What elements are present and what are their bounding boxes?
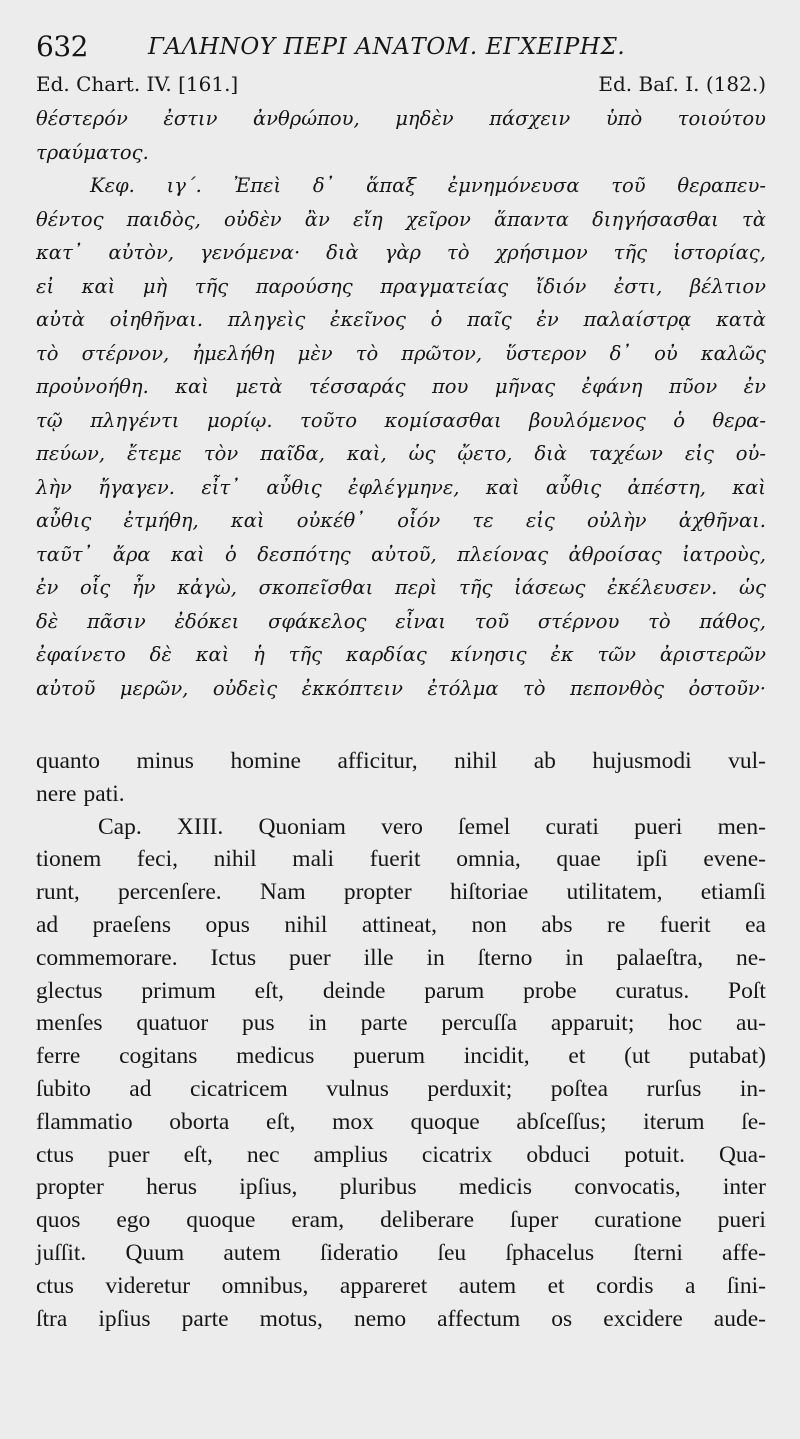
latin-line: menſes quatuor pus in parte percuſſa apparuit; hoc au- xyxy=(36,1010,766,1037)
latin-line: runt, percenſere. Nam propter hiſtoriae utilitatem, etiamſi xyxy=(36,879,766,906)
greek-line: τῷ πληγέντι μορίῳ. τοῦτο κομίσασθαι βουλόμενος ὁ θερα- xyxy=(36,408,766,432)
column-gap xyxy=(36,705,766,745)
greek-line: κατ᾽ αὐτὸν, γενόμενα· διὰ γὰρ τὸ χρήσιμον τῆς ἱστορίας, xyxy=(36,241,766,264)
edition-chart-reference: Ed. Chart. IV. [161.] xyxy=(36,72,239,96)
latin-line: ſubito ad cicatricem vulnus perduxit; poſtea rurſus in- xyxy=(36,1075,766,1102)
page-number: 632 xyxy=(36,30,88,63)
latin-line: quos ego quoque eram, deliberare ſuper curatione pueri xyxy=(36,1207,766,1234)
running-title: ΓΑΛΗΝΟΥ ΠΕΡΙ ΑΝΑΤΟΜ. ΕΓΧΕΙΡΗΣ. xyxy=(148,34,626,60)
latin-line: propter herus ipſius, pluribus medicis convocatis, inter xyxy=(36,1174,766,1201)
latin-line: quanto minus homine afficitur, nihil ab hujusmodi vul- xyxy=(36,748,766,774)
greek-line: δὲ πᾶσιν ἐδόκει σφάκελος εἶναι τοῦ στέρνου τὸ πάθος, xyxy=(36,609,766,633)
latin-line: ctus videretur omnibus, appareret autem et cordis a ſini- xyxy=(36,1272,766,1299)
latin-line: ctus puer eſt, nec amplius cicatrix obduci potuit. Qua- xyxy=(36,1141,766,1168)
latin-line: flammatio oborta eſt, mox quoque abſceſſus; iterum ſe- xyxy=(36,1108,766,1135)
greek-line: ἐφαίνετο δὲ καὶ ἡ τῆς καρδίας κίνησις ἐκ τῶν ἀριστερῶν xyxy=(36,643,766,666)
latin-line: juſſit. Quum autem ſideratio ſeu ſphacelus ſterni affe- xyxy=(36,1239,766,1266)
greek-line: ταῦτ᾽ ἄρα καὶ ὁ δεσπότης αὐτοῦ, πλείονας ἀθροίσας ἰατροὺς, xyxy=(36,542,766,566)
greek-line: λὴν ἤγαγεν. εἶτ᾽ αὖθις ἐφλέγμηνε, καὶ αὖθις ἀπέστη, καὶ xyxy=(36,475,766,499)
edition-basel-reference: Ed. Baſ. I. (182.) xyxy=(598,72,766,96)
latin-text-block xyxy=(36,745,766,1335)
greek-line: ἐν οἷς ἦν κἀγὼ, σκοπεῖσθαι περὶ τῆς ἰάσεως ἐκέλευσεν. ὡς xyxy=(36,576,766,599)
edition-references xyxy=(36,66,766,102)
latin-line: Cap. XIII. Quoniam vero ſemel curati pueri men- xyxy=(98,813,766,840)
greek-line: πεύων, ἔτεμε τὸν παῖδα, καὶ, ὡς ᾤετο, διὰ ταχέων εἰς οὐ- xyxy=(36,442,766,465)
greek-line: Κεφ. ιγ΄. Ἐπεὶ δ᾽ ἅπαξ ἐμνημόνευσα τοῦ θεραπευ- xyxy=(90,174,766,197)
latin-line: ſtra ipſius parte motus, nemo affectum os excidere aude- xyxy=(36,1305,766,1332)
greek-line: προὐνοήθη. καὶ μετὰ τέσσαράς που μῆνας ἐφάνη πῦον ἐν xyxy=(36,375,766,398)
greek-line: θέντος παιδὸς, οὐδὲν ἂν εἴη χεῖρον ἅπαντα διηγήσασθαι τὰ xyxy=(36,207,766,231)
running-head xyxy=(36,22,766,66)
greek-line: τραύματος. xyxy=(36,140,149,164)
greek-line: τὸ στέρνον, ἠμελήθη μὲν τὸ πρῶτον, ὕστερον δ᾽ οὐ καλῶς xyxy=(36,341,766,365)
greek-text-block xyxy=(36,102,766,705)
latin-line: glectus primum eſt, deinde parum probe curatus. Poſt xyxy=(36,977,766,1004)
greek-line: θέστερόν ἐστιν ἀνθρώπου, μηδὲν πάσχειν ὑπὸ τοιούτου xyxy=(36,107,766,130)
latin-line: commemorare. Ictus puer ille in ſterno in palaeſtra, ne- xyxy=(36,944,766,971)
greek-line: αὖθις ἐτμήθη, καὶ οὐκέθ᾽ οἷόν τε εἰς οὐλὴν ἀχθῆναι. xyxy=(36,509,766,532)
greek-line: αὐτὰ οἰηθῆναι. πληγεὶς ἐκεῖνος ὁ παῖς ἐν παλαίστρᾳ κατὰ xyxy=(36,308,766,331)
latin-line: ad praeſens opus nihil attineat, non abs re fuerit ea xyxy=(36,911,766,938)
greek-line: εἰ καὶ μὴ τῆς παρούσης πραγματείας ἴδιόν ἐστι, βέλτιον xyxy=(36,274,766,298)
latin-line: nere pati. xyxy=(36,780,125,807)
latin-line: ferre cogitans medicus puerum incidit, et (ut putabat) xyxy=(36,1043,766,1070)
greek-line: αὐτοῦ μερῶν, οὐδεὶς ἐκκόπτειν ἐτόλμα τὸ πεπονθὸς ὀστοῦν· xyxy=(36,676,766,700)
latin-line: tionem feci, nihil mali fuerit omnia, quae ipſi evene- xyxy=(36,846,766,873)
